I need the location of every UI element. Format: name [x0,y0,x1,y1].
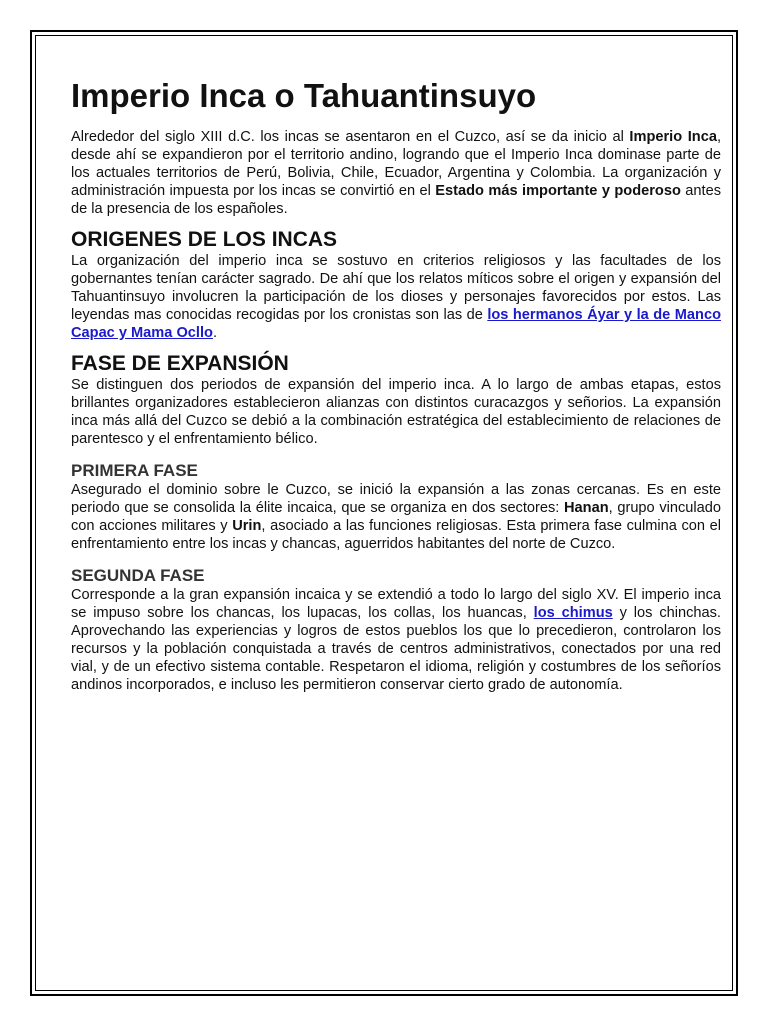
primera-text-1: Asegurado el dominio sobre le Cuzco, se inició la expansión a las zonas cercanas. Es en este periodo que se consolida la élite incaica, que se organiza en dos sectores: [71,482,721,516]
intro-paragraph [71,128,721,218]
origenes-heading: ORIGENES DE LOS INCAS [71,228,338,251]
segunda-text-1: Corresponde a la gran expansión incaica y se extendió a todo lo largo del siglo XV. El imperio inca se impuso sobre los chancas, los lupacas, los collas, los huancas, [71,587,721,621]
document-title: Imperio Inca o Tahuantinsuyo [71,77,537,114]
intro-text-2: , desde ahí se expandieron por el territorio andino, logrando que el Imperio Inca dominase parte de los actuales territorios de Perú, Bolivia, Chile, Ecuador, Argentina y Colombia. La organización y administración impuesta por los incas se convirtió en el [71,129,721,199]
segunda-fase-heading: SEGUNDA FASE [71,566,205,585]
segunda-fase-paragraph [71,586,721,694]
link-hermanos-ayar[interactable]: los hermanos Áyar y la de Manco Capac y Mama Ocllo [71,307,721,341]
primera-fase-paragraph [71,481,721,553]
intro-bold-estado: Estado más importante y poderoso [435,183,681,199]
link-los-chimus[interactable]: los chimus [533,605,613,621]
primera-bold-hanan: Hanan [564,500,609,516]
intro-text-3: antes de la presencia de los españoles. [71,183,721,217]
origenes-text-1: La organización del imperio inca se sostuvo en criterios religiosos y las facultades de los gobernantes tenían carácter sagrado. De ahí que los relatos míticos sobre el origen y expansión del Tahuantinsuyo involucren la participación de los dioses y personajes favorecidos por estos. Las leyendas mas conocidas recogidas por los cronistas son las de [71,253,721,323]
primera-text-2: , grupo vinculado con acciones militares y [71,500,721,534]
primera-bold-urin: Urin [232,518,262,534]
expansion-paragraph: Se distinguen dos periodos de expansión del imperio inca. A lo largo de ambas etapas, estos brillantes organizadores establecieron alianzas con distintos curacazgos y señorios. La expansión inca más allá del Cuzco se debió a la combinación estratégica del establecimiento de relaciones de parentesco y el enfrentamiento bélico. [71,377,721,447]
intro-text-1: Alrededor del siglo XIII d.C. los incas se asentaron en el Cuzco, así se da inicio al [71,129,630,145]
primera-fase-heading: PRIMERA FASE [71,461,198,480]
primera-text-3: , asociado a las funciones religiosas. Esta primera fase culmina con el enfrentamiento entre los incas y chancas, aguerridos habitantes del norte de Cuzco. [71,518,721,552]
document-body [71,72,721,694]
origenes-paragraph [71,252,721,342]
expansion-heading: FASE DE EXPANSIÓN [71,352,289,375]
intro-bold-imperio: Imperio Inca [629,129,717,145]
segunda-text-2: y los chinchas. Aprovechando las experiencias y logros de estos pueblos los que lo precedieron, controlaron los recursos y la población conquistada a través de centros administrativos, conectados por una red vial, y de un efectivo sistema contable. Respetaron el idioma, religión y costumbres de los señoríos andinos incorporados, e incluso les permitieron conservar cierto grado de autonomía. [71,605,721,693]
origenes-text-2: . [212,325,218,341]
